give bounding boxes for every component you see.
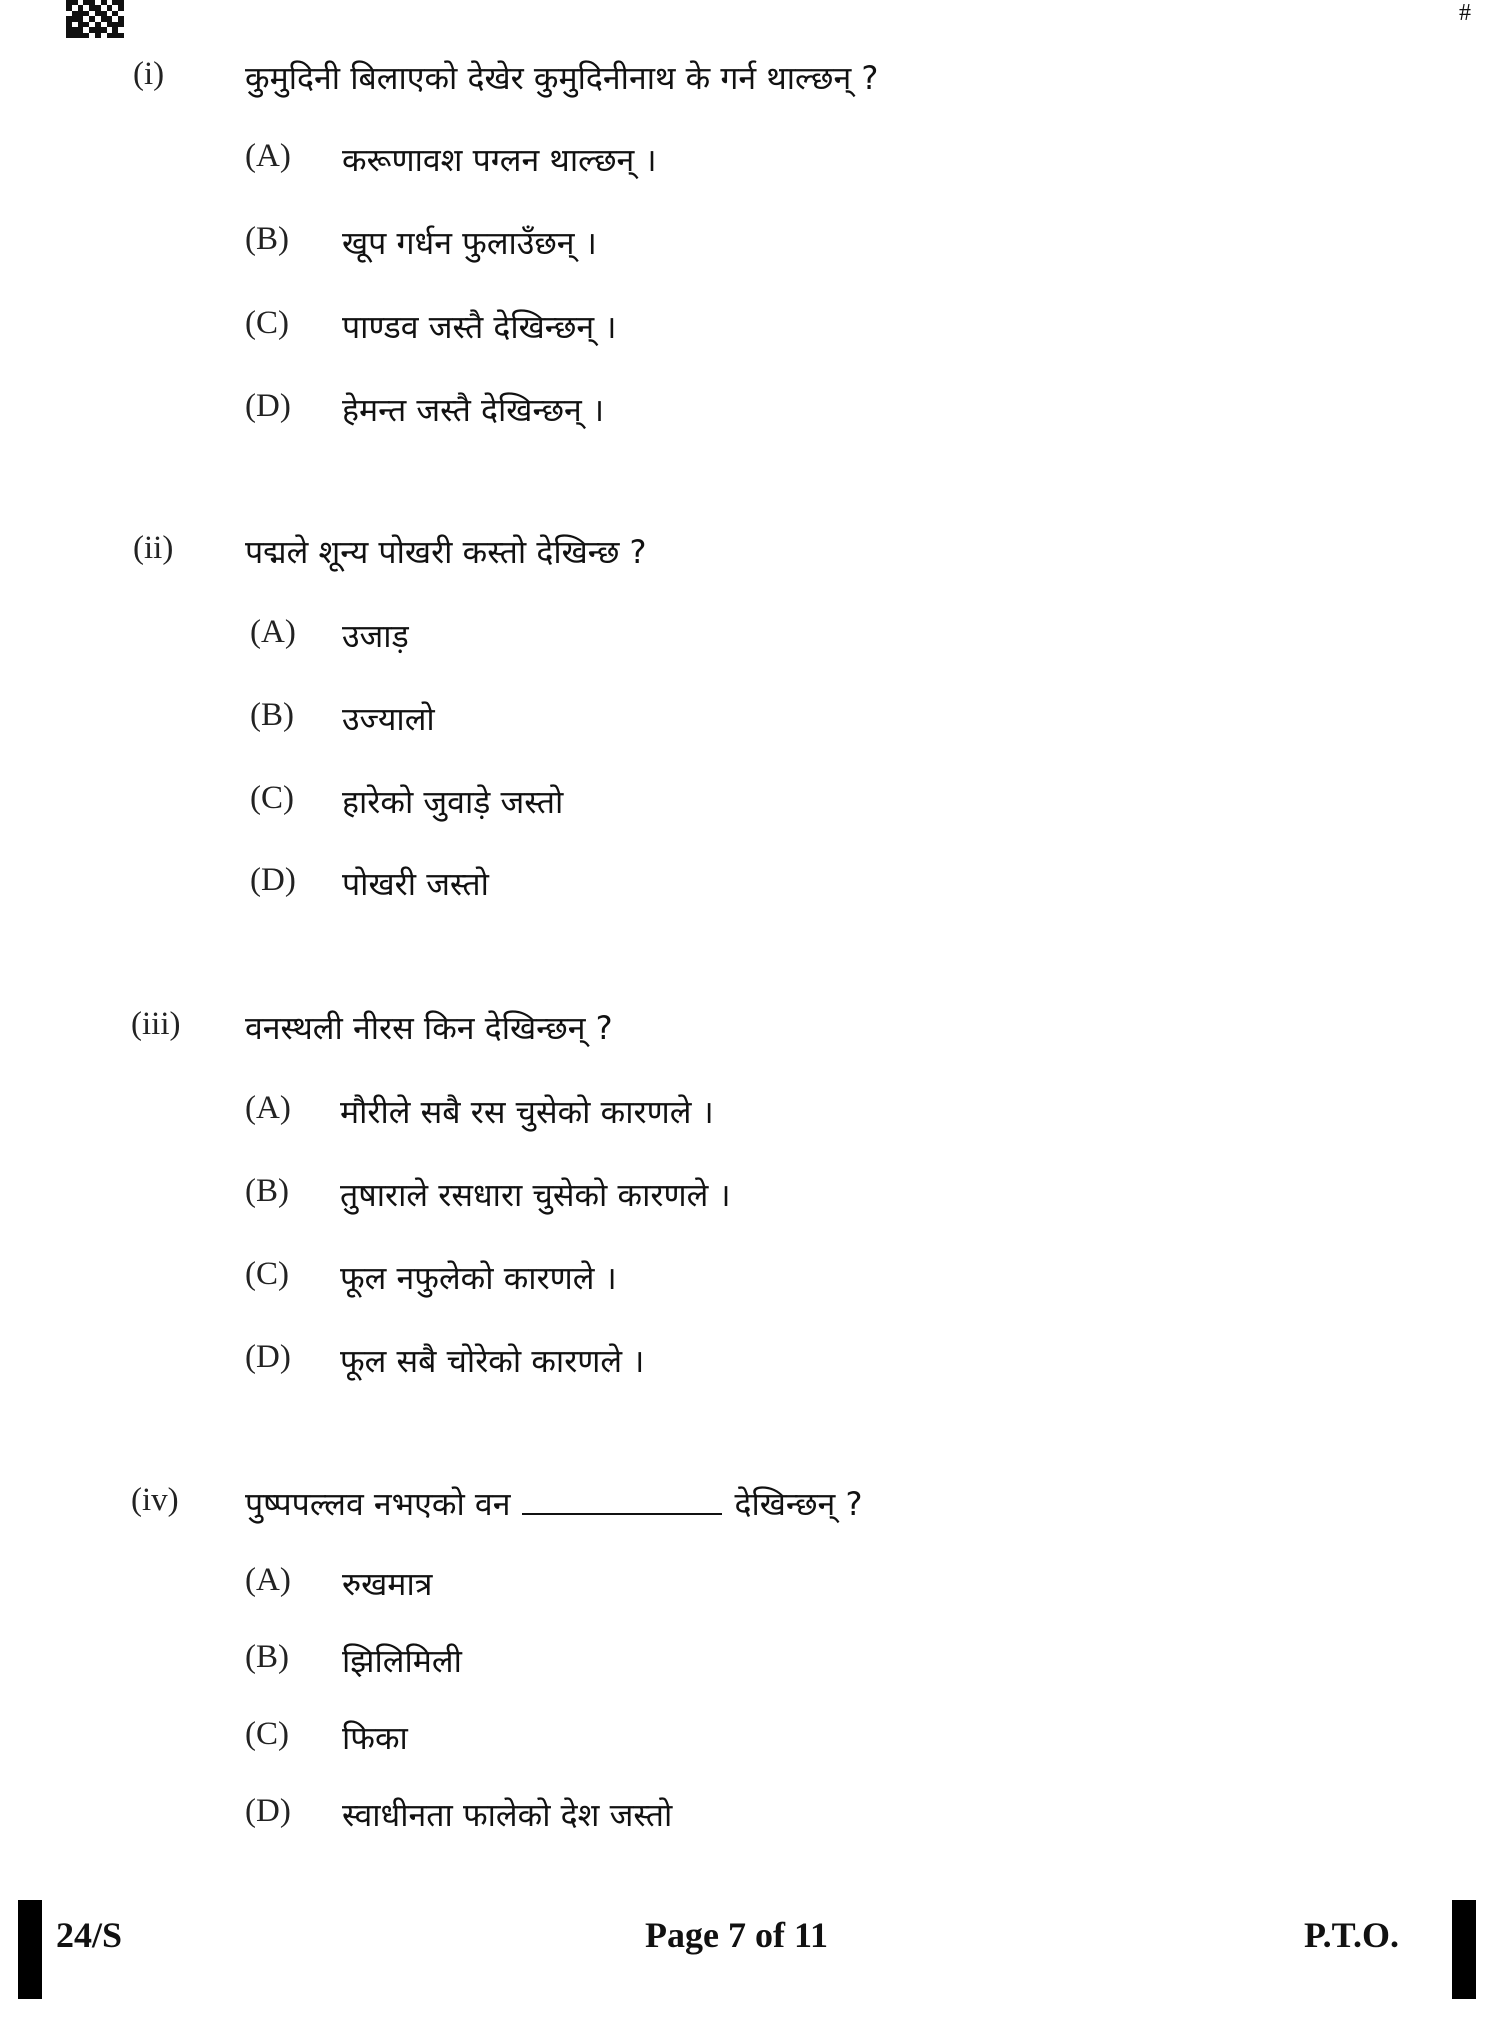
option-text: खूप गर्धन फुलाउँछन् । (342, 224, 597, 262)
option-d[interactable] (0, 1793, 1505, 1843)
option-label: (C) (245, 305, 289, 341)
option-d[interactable] (0, 1339, 1505, 1389)
option-label: (D) (245, 1793, 291, 1829)
question-number: (iv) (131, 1482, 179, 1518)
option-text: उजाड़ (342, 617, 409, 655)
question-text: कुमुदिनी बिलाएको देखेर कुमुदिनीनाथ के गर्न थाल्छन् ? (245, 59, 879, 97)
option-label: (A) (245, 1562, 291, 1598)
option-label: (B) (245, 221, 289, 257)
option-label: (A) (245, 138, 291, 174)
option-c[interactable] (0, 780, 1505, 830)
question-text-after-blank: देखिन्छन् ? (734, 1485, 863, 1523)
option-a[interactable] (0, 1090, 1505, 1140)
option-label: (B) (245, 1173, 289, 1209)
question-text (245, 1482, 862, 1525)
page-number: Page 7 of 11 (645, 1915, 828, 1955)
option-text: करूणावश पग्लन थाल्छन् । (342, 141, 657, 179)
option-label: (D) (245, 388, 291, 424)
question-text-before-blank: पुष्पपल्लव नभएको वन (245, 1485, 511, 1523)
option-text: रुखमात्र (342, 1565, 433, 1603)
option-d[interactable] (0, 862, 1505, 912)
option-label: (A) (245, 1090, 291, 1126)
option-b[interactable] (0, 1173, 1505, 1223)
option-b[interactable] (0, 221, 1505, 271)
question-number: (ii) (133, 530, 174, 566)
option-text: उज्यालो (342, 700, 435, 738)
option-label: (C) (245, 1256, 289, 1292)
option-text: मौरीले सबै रस चुसेको कारणले । (340, 1093, 714, 1131)
option-text: पोखरी जस्तो (342, 865, 489, 903)
option-text: स्वाधीनता फालेको देश जस्तो (342, 1796, 673, 1834)
option-text: फूल सबै चोरेको कारणले । (340, 1342, 645, 1380)
option-text: फूल नफुलेको कारणले । (340, 1259, 617, 1297)
question-number: (i) (133, 56, 165, 92)
option-label: (B) (250, 697, 294, 733)
paper-code: 24/S (56, 1915, 123, 1955)
fill-in-blank (522, 1512, 722, 1515)
question-text: वनस्थली नीरस किन देखिन्छन् ? (245, 1009, 613, 1047)
option-d[interactable] (0, 388, 1505, 438)
question-text: पद्मले शून्य पोखरी कस्तो देखिन्छ ? (245, 533, 647, 571)
option-b[interactable] (0, 1639, 1505, 1689)
footer-bar-left (18, 1900, 42, 1999)
option-text: पाण्डव जस्तै देखिन्छन् । (342, 308, 617, 346)
option-a[interactable] (0, 614, 1505, 664)
option-a[interactable] (0, 1562, 1505, 1612)
option-text: तुषाराले रसधारा चुसेको कारणले । (340, 1176, 731, 1214)
option-text: हेमन्त जस्तै देखिन्छन् । (342, 391, 605, 429)
option-label: (A) (250, 614, 296, 650)
option-label: (C) (250, 780, 294, 816)
option-a[interactable] (0, 138, 1505, 188)
option-text: झिलिमिली (342, 1642, 462, 1680)
option-label: (B) (245, 1639, 289, 1675)
option-c[interactable] (0, 305, 1505, 355)
option-label: (C) (245, 1716, 289, 1752)
qr-code-icon (66, 0, 124, 38)
option-label: (D) (245, 1339, 291, 1375)
option-label: (D) (250, 862, 296, 898)
option-c[interactable] (0, 1256, 1505, 1306)
corner-mark: # (1459, 0, 1471, 26)
option-c[interactable] (0, 1716, 1505, 1766)
option-text: हारेको जुवाड़े जस्तो (342, 783, 564, 821)
option-b[interactable] (0, 697, 1505, 747)
please-turn-over: P.T.O. (1304, 1915, 1400, 1955)
option-text: फिका (342, 1719, 408, 1757)
question-number: (iii) (131, 1006, 181, 1042)
footer-bar-right (1452, 1900, 1476, 1999)
